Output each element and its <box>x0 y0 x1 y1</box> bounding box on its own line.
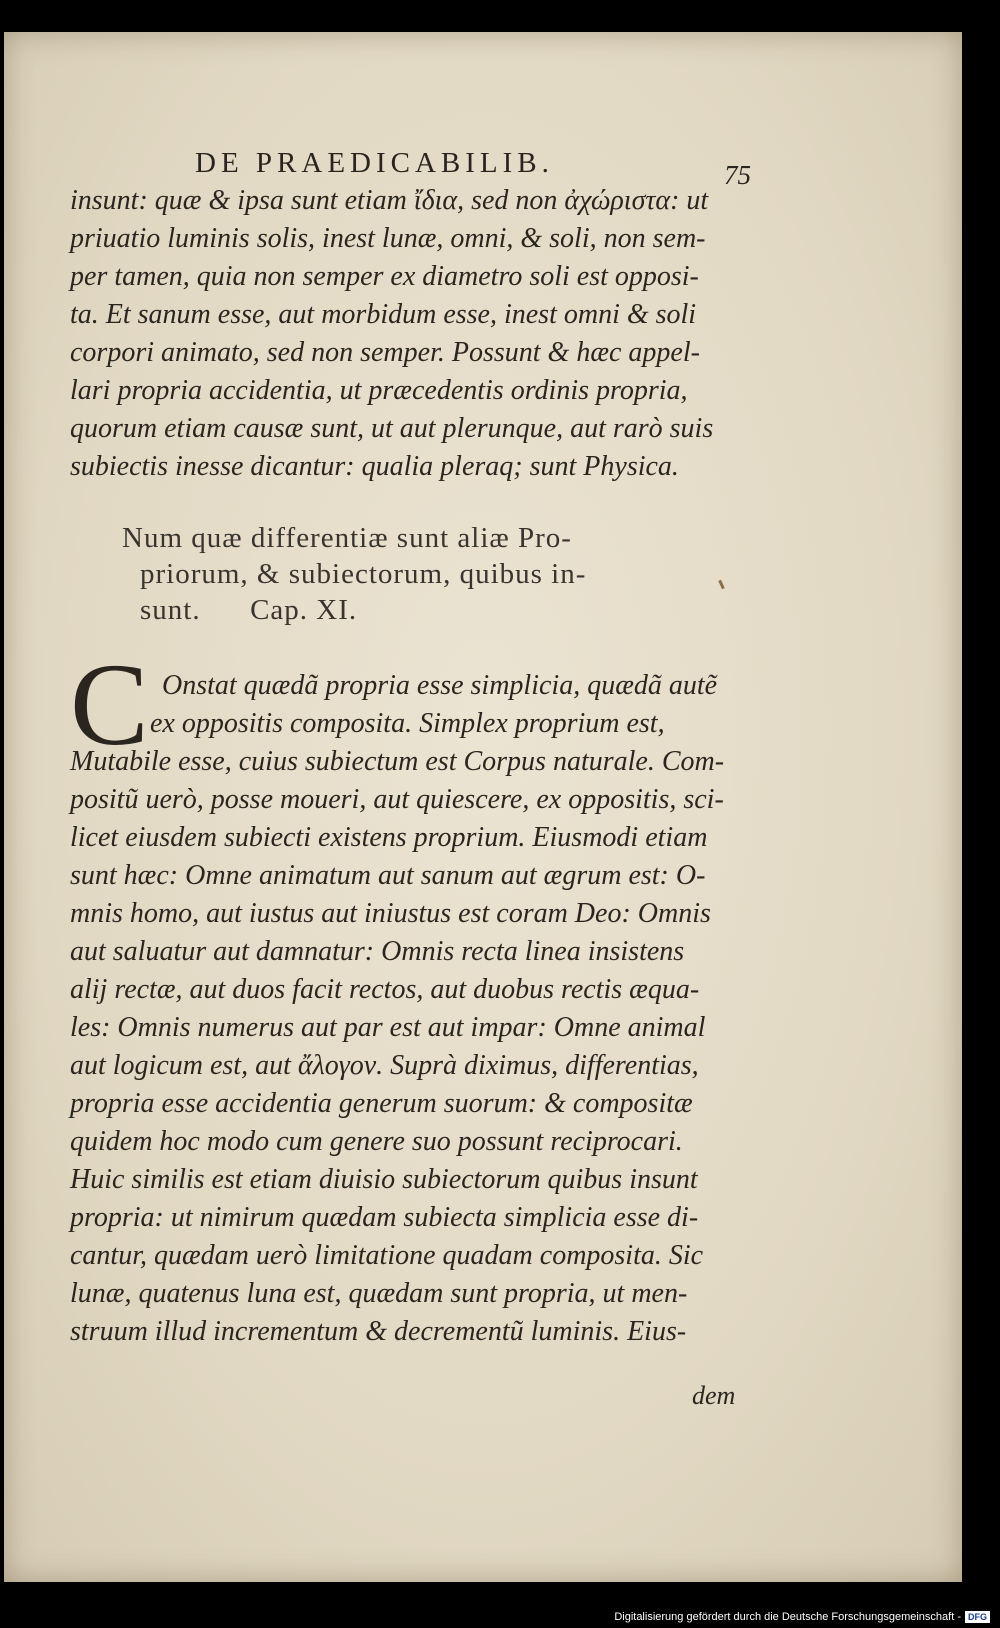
catchword: dem <box>692 1381 736 1410</box>
text-line: lunæ, quatenus luna est, quædam sunt propria, ut men- <box>70 1278 688 1309</box>
text-line: lari propria accidentia, ut præcedentis ordinis propria, <box>70 375 688 406</box>
text-line: aut saluatur aut damnatur: Omnis recta linea insistens <box>70 936 685 967</box>
heading-line: priorum, & subiectorum, quibus in- <box>140 558 587 590</box>
text-line: Mutabile esse, cuius subiectum est Corpus naturale. Com- <box>70 746 725 777</box>
page-number: 75 <box>724 160 751 190</box>
dfg-logo: DFG <box>965 1611 990 1623</box>
text-line: insunt: quæ & ipsa sunt etiam ἴδια, sed non ἀχώριστα: ut <box>70 185 709 216</box>
text-line: propria: ut nimirum quædam subiecta simplicia esse di- <box>70 1202 699 1233</box>
text-line: quidem hoc modo cum genere suo possunt reciprocari. <box>70 1126 683 1157</box>
text-line: licet eiusdem subiecti existens proprium. Eiusmodi etiam <box>70 822 708 853</box>
text-line: alij rectæ, aut duos facit rectos, aut duobus rectis æqua- <box>70 974 700 1005</box>
text-line: struum illud incrementum & decrementũ luminis. Eius- <box>70 1316 687 1347</box>
text-line: aut logicum est, aut ἄλογον. Suprà diximus, differentias, <box>70 1050 699 1081</box>
text-line: per tamen, quia non semper ex diametro soli est opposi- <box>70 261 699 292</box>
paper-blemish <box>718 580 725 589</box>
heading-line: Num quæ differentiæ sunt aliæ Pro- <box>122 522 572 554</box>
credit-text: Digitalisierung gefördert durch die Deutsche Forschungsgemeinschaft - <box>614 1611 961 1623</box>
text-line: positũ uerò, posse moueri, aut quiescere, ex oppositis, sci- <box>70 784 724 815</box>
text-line: Huic similis est etiam diuisio subiectorum quibus insunt <box>70 1164 698 1195</box>
text-line: les: Omnis numerus aut par est aut impar: Omne animal <box>70 1012 706 1043</box>
text-line: subiectis inesse dicantur: qualia pleraq; sunt Physica. <box>70 451 679 482</box>
text-line: mnis homo, aut iustus aut iniustus est coram Deo: Omnis <box>70 898 711 929</box>
running-head: DE PRAEDICABILIB. <box>195 147 554 179</box>
text-line: sunt hæc: Omne animatum aut sanum aut ægrum est: O- <box>70 860 706 891</box>
digitization-credit <box>614 1611 990 1623</box>
text-line: ex oppositis composita. Simplex proprium est, <box>150 708 665 739</box>
text-line: quorum etiam causæ sunt, ut aut plerunque, aut rarò suis <box>70 413 714 444</box>
text-line: priuatio luminis solis, inest lunæ, omni, & soli, non sem- <box>70 223 706 254</box>
text-line: corpori animato, sed non semper. Possunt & hæc appel- <box>70 337 700 368</box>
drop-cap: C <box>70 639 149 770</box>
text-line: Onstat quædã propria esse simplicia, quædã autẽ <box>162 670 718 701</box>
text-line: ta. Et sanum esse, aut morbidum esse, inest omni & soli <box>70 299 697 330</box>
heading-line: sunt. Cap. XI. <box>140 594 358 626</box>
text-line: cantur, quædam uerò limitatione quadam composita. Sic <box>70 1240 704 1271</box>
text-line: propria esse accidentia generum suorum: & compositæ <box>70 1088 693 1119</box>
